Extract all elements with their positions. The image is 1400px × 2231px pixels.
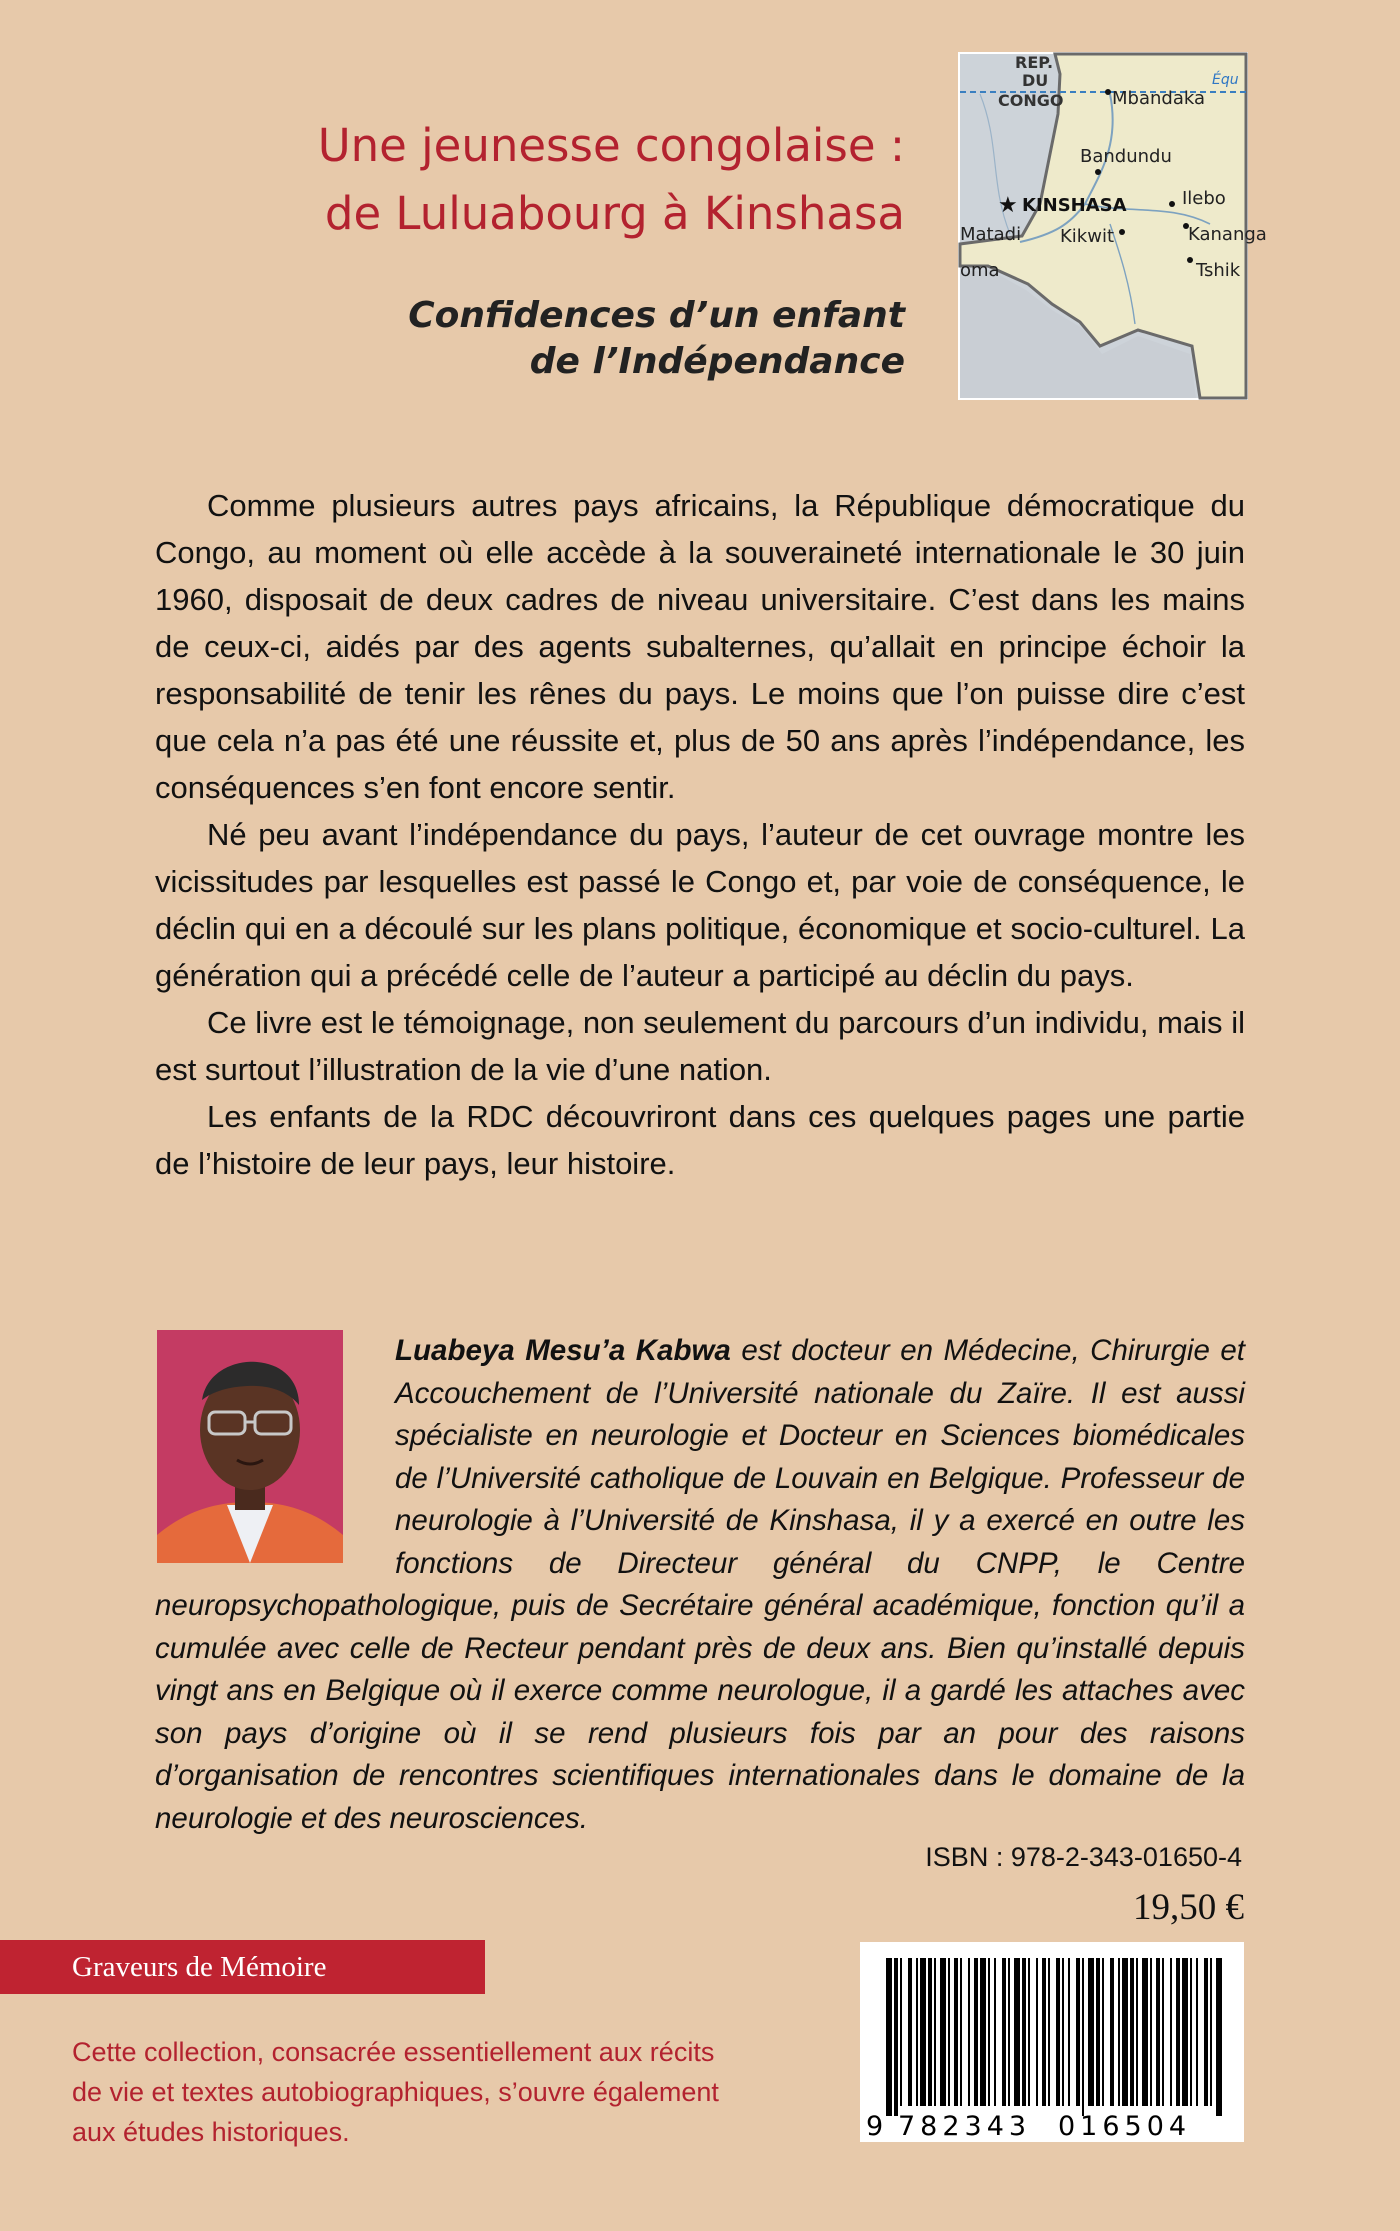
map-label-kananga: Kananga [1188,224,1267,245]
author-bio-text: est docteur en Médecine, Chirurgie et Accouchement de l’Université nationale du Zaïre. Il est aussi spécialiste en neurologie et Docteur en Sciences biomédicales de l’Université catholique de Louvain en Belgique. Professeur de neurologie à l’Université de Kinshasa, il y a exercé en outre les fonctions de Directeur général du CNPP, le Centre neuropsychopathologique, puis de Secrétaire général académique, fonction qu’il a cumulée avec celle de Recteur pendant près de deux ans. Bien qu’installé depuis vingt ans en Belgique où il exerce comme neurologue, il a gardé les attaches avec son pays d’origine où il se rend plusieurs fois par an pour des raisons d’organisation de rencontres scientifiques internationales dans le domaine de la neurologie et des neurosciences. [155,1334,1245,1835]
barcode-bar [928,1958,932,2106]
barcode-bar [1196,1958,1198,2106]
collection-description-line-3: aux études historiques. [72,2117,350,2147]
barcode-bar [1182,1958,1188,2106]
barcode-bar [1008,1958,1010,2106]
barcode-bar [1028,1958,1030,2106]
barcode-bar [1176,1958,1180,2106]
barcode-bar [980,1958,986,2106]
barcode-bar [1136,1958,1138,2106]
map-label-equator: Équ [1212,72,1239,88]
map-label-tshikapa: Tshik [1196,260,1241,281]
map-label-kinshasa: KINSHASA [1022,195,1127,216]
barcode-bar [1190,1958,1192,2106]
barcode-bar [934,1958,936,2106]
barcode [860,1942,1244,2142]
barcode-bar [1002,1958,1006,2106]
map-label-bandundu: Bandundu [1080,146,1172,167]
map-label-congo: CONGO [998,91,1064,110]
title-line-2: de Luluabourg à Kinshasa [324,187,905,240]
barcode-bar [988,1958,990,2106]
map-label-kikwit: Kikwit [1060,226,1115,247]
book-subtitle [300,293,905,385]
paragraph-3: Ce livre est le témoignage, non seulement du parcours d’un individu, mais il est surtout l’illustration de la vie d’une nation. [155,1005,1245,1087]
barcode-bar [894,1958,898,2116]
collection-name: Graveurs de Mémoire [0,1940,485,1994]
barcode-bar [1170,1958,1172,2106]
barcode-bar [1062,1958,1064,2106]
city-dot-kikwit [1119,229,1125,235]
barcode-bar [954,1958,958,2106]
barcode-group-2: 016504 [1058,2111,1192,2142]
barcode-bar [1022,1958,1026,2106]
barcode-bar [1156,1958,1160,2106]
barcode-bar [1142,1958,1148,2106]
city-dot-ilebo [1169,201,1175,207]
map-label-mbandaka: Mbandaka [1112,88,1205,109]
barcode-bar [1110,1958,1114,2106]
barcode-bar [900,1958,902,2106]
barcode-bar [1102,1958,1104,2106]
barcode-bar [1088,1958,1094,2106]
collection-description-line-1: Cette collection, consacrée essentiellement aux récits [72,2037,715,2067]
barcode-bar [948,1958,950,2106]
barcode-first-digit: 9 [866,2111,884,2142]
barcode-bar [968,1958,970,2106]
barcode-bar [1130,1958,1134,2106]
title-line-1: Une jeunesse congolaise : [317,119,905,172]
map-label-ilebo: Ilebo [1182,188,1226,209]
barcode-bars [886,1958,1222,2116]
congo-map [958,52,1267,400]
paragraph-2: Né peu avant l’indépendance du pays, l’auteur de cet ouvrage montre les vicissitudes par lesquelles est passé le Congo et, par voie de conséquence, le déclin qui en a découlé sur les plans politique, économique et socio-culturel. La génération qui a précédé celle de l’auteur a participé au déclin du pays. [155,817,1245,993]
back-cover-text [155,482,1245,1187]
book-title [150,112,905,248]
barcode-bar [1056,1958,1060,2106]
barcode-bar [974,1958,978,2106]
barcode-bar [940,1958,946,2106]
barcode-bar [1122,1958,1128,2106]
subtitle-line-1: Confidences d’un enfant [408,295,905,336]
barcode-bar [1162,1958,1164,2106]
map-label-du: DU [1022,71,1049,90]
subtitle-line-2: de l’Indépendance [529,341,905,382]
barcode-bar [1042,1958,1046,2106]
barcode-bar [916,1958,918,2106]
barcode-bar [1210,1958,1212,2106]
paragraph-1: Comme plusieurs autres pays africains, la République démocratique du Congo, au moment où elle accède à la souveraineté internationale le 30 juin 1960, disposait de deux cadres de niveau universitaire. C’est dans les mains de ceux-ci, aidés par des agents subalternes, qu’allait en principe échoir la responsabilité de tenir les rênes du pays. Le moins que l’on puisse dire c’est que cela n’a pas été une réussite et, plus de 50 ans après l’indépendance, les conséquences s’en font encore sentir. [155,488,1245,805]
barcode-bar [1216,1958,1222,2116]
barcode-bar [1150,1958,1152,2106]
city-dot-tshikapa [1187,257,1193,263]
barcode-group-1: 782343 [898,2111,1032,2142]
barcode-bar [886,1958,892,2116]
barcode-bar [1204,1958,1208,2106]
barcode-bar [1118,1958,1120,2106]
city-dot-mbandaka [1105,89,1111,95]
price: 19,50 € [1133,1887,1244,1928]
author-name: Luabeya Mesu’a Kabwa [395,1334,731,1367]
barcode-bar [1076,1958,1080,2106]
map-label-matadi: Matadi [960,224,1022,245]
barcode-bar [1082,1958,1084,2116]
map-label-boma: oma [960,260,1000,281]
map-label-rep: REP. [1015,53,1054,72]
author-bio [155,1330,1245,1840]
paragraph-4: Les enfants de la RDC découvriront dans ces quelques pages une partie de l’histoire de leur pays, leur histoire. [155,1099,1245,1181]
barcode-bar [1096,1958,1100,2106]
barcode-bar [1014,1958,1020,2106]
barcode-bar [920,1958,926,2106]
barcode-bar [960,1958,962,2106]
collection-description-line-2: de vie et textes autobiographiques, s’ouvre également [72,2077,719,2107]
capital-star-icon: ★ [998,193,1018,218]
city-dot-bandundu [1095,169,1101,175]
collection-description [72,2032,752,2152]
barcode-bar [1048,1958,1050,2106]
barcode-bar [1068,1958,1070,2106]
barcode-bar [994,1958,996,2106]
barcode-bar [1036,1958,1038,2106]
barcode-bar [908,1958,912,2106]
isbn: ISBN : 978-2-343-01650-4 [925,1842,1242,1872]
